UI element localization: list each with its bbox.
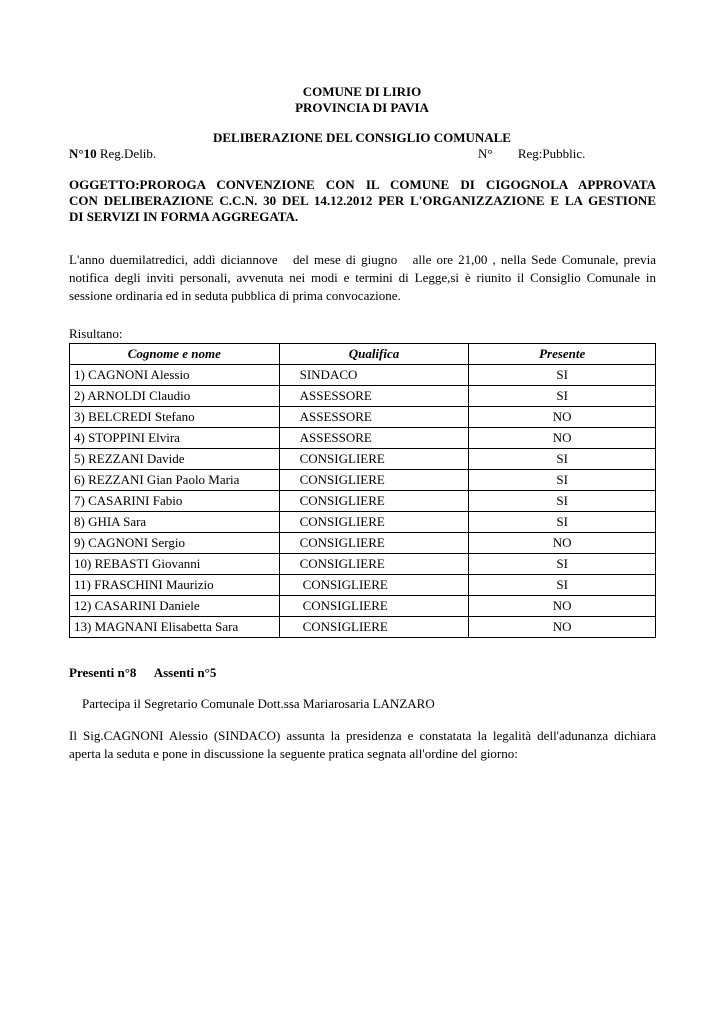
oggetto-block	[69, 177, 656, 225]
intro-line: L'anno duemilatredici, addì diciannove del mese di giugno alle ore 21,00 , nella Sede Comunale, previa	[69, 252, 656, 267]
oggetto-line: DI SERVIZI IN FORMA AGGREGATA.	[69, 209, 299, 224]
column-header: Cognome e nome	[70, 344, 280, 365]
member-qualifica: CONSIGLIERE	[279, 554, 469, 575]
n-label: N°	[478, 146, 493, 161]
member-presente: SI	[469, 386, 656, 407]
intro-paragraph	[69, 251, 656, 305]
provincia-title: PROVINCIA DI PAVIA	[295, 100, 429, 115]
deliberazione-title: DELIBERAZIONE DEL CONSIGLIO COMUNALE	[213, 130, 511, 145]
table-row	[70, 554, 656, 575]
table-row	[70, 533, 656, 554]
table-row	[70, 365, 656, 386]
member-name: 8) GHIA Sara	[70, 512, 280, 533]
member-presente: SI	[469, 470, 656, 491]
member-presente: NO	[469, 428, 656, 449]
table-row	[70, 386, 656, 407]
member-name: 5) REZZANI Davide	[70, 449, 280, 470]
member-presente: SI	[469, 491, 656, 512]
member-qualifica: SINDACO	[279, 365, 469, 386]
delib-number: N°10	[69, 146, 97, 161]
member-qualifica: ASSESSORE	[279, 386, 469, 407]
member-qualifica: CONSIGLIERE	[279, 575, 469, 596]
oggetto-line: CON DELIBERAZIONE C.C.N. 30 DEL 14.12.2012 PER L'ORGANIZZAZIONE E LA GESTIONE	[69, 193, 656, 208]
member-presente: SI	[469, 512, 656, 533]
table-row	[70, 617, 656, 638]
member-name: 1) CAGNONI Alessio	[70, 365, 280, 386]
member-qualifica: ASSESSORE	[279, 407, 469, 428]
member-name: 13) MAGNANI Elisabetta Sara	[70, 617, 280, 638]
member-qualifica: ASSESSORE	[279, 428, 469, 449]
table-row	[70, 449, 656, 470]
member-qualifica: CONSIGLIERE	[279, 596, 469, 617]
member-presente: SI	[469, 554, 656, 575]
intro-line: notifica degli inviti personali, avvenuta nei modi e termini di Legge,si è riunito il Consiglio Comunale in	[69, 270, 656, 285]
member-name: 6) REZZANI Gian Paolo Maria	[70, 470, 280, 491]
member-name: 7) CASARINI Fabio	[70, 491, 280, 512]
member-presente: NO	[469, 407, 656, 428]
member-presente: NO	[469, 617, 656, 638]
presenti-count: Presenti n°8	[69, 665, 137, 680]
member-qualifica: CONSIGLIERE	[279, 533, 469, 554]
member-name: 9) CAGNONI Sergio	[70, 533, 280, 554]
closing-paragraph	[69, 727, 656, 763]
intro-line: sessione ordinaria ed in seduta pubblica di prima convocazione.	[69, 288, 401, 303]
attendance-summary	[69, 665, 216, 681]
member-presente: NO	[469, 533, 656, 554]
column-header: Presente	[469, 344, 656, 365]
table-row	[70, 575, 656, 596]
member-name: 10) REBASTI Giovanni	[70, 554, 280, 575]
member-qualifica: CONSIGLIERE	[279, 617, 469, 638]
pubblic-number-line	[478, 146, 585, 162]
table-row	[70, 407, 656, 428]
table-row	[70, 470, 656, 491]
member-presente: NO	[469, 596, 656, 617]
table-header-row	[70, 344, 656, 365]
member-name: 12) CASARINI Daniele	[70, 596, 280, 617]
attendance-table	[69, 343, 656, 638]
member-presente: SI	[469, 365, 656, 386]
assenti-count: Assenti n°5	[153, 665, 217, 680]
table-row	[70, 491, 656, 512]
delib-number-line	[69, 146, 156, 162]
risultano-label: Risultano:	[69, 326, 123, 341]
member-qualifica: CONSIGLIERE	[279, 512, 469, 533]
closing-line: Il Sig.CAGNONI Alessio (SINDACO) assunta la presidenza e constatata la legalità dell'adunanza dichiara	[69, 728, 656, 743]
reg-pubblic-label: Reg:Pubblic.	[517, 146, 586, 161]
oggetto-line: OGGETTO:PROROGA CONVENZIONE CON IL COMUNE DI CIGOGNOLA APPROVATA	[69, 177, 656, 192]
member-name: 11) FRASCHINI Maurizio	[70, 575, 280, 596]
member-name: 3) BELCREDI Stefano	[70, 407, 280, 428]
segretario-line: Partecipa il Segretario Comunale Dott.ssa Mariarosaria LANZARO	[82, 696, 435, 711]
table-row	[70, 512, 656, 533]
member-name: 4) STOPPINI Elvira	[70, 428, 280, 449]
member-qualifica: CONSIGLIERE	[279, 491, 469, 512]
table-row	[70, 428, 656, 449]
column-header: Qualifica	[279, 344, 469, 365]
member-qualifica: CONSIGLIERE	[279, 449, 469, 470]
member-presente: SI	[469, 449, 656, 470]
table-row	[70, 596, 656, 617]
member-qualifica: CONSIGLIERE	[279, 470, 469, 491]
member-presente: SI	[469, 575, 656, 596]
closing-line: aperta la seduta e pone in discussione la seguente pratica segnata all'ordine del giorno:	[69, 746, 518, 761]
comune-title: COMUNE DI LIRIO	[302, 84, 422, 99]
reg-delib-label: Reg.Delib.	[99, 146, 157, 161]
member-name: 2) ARNOLDI Claudio	[70, 386, 280, 407]
